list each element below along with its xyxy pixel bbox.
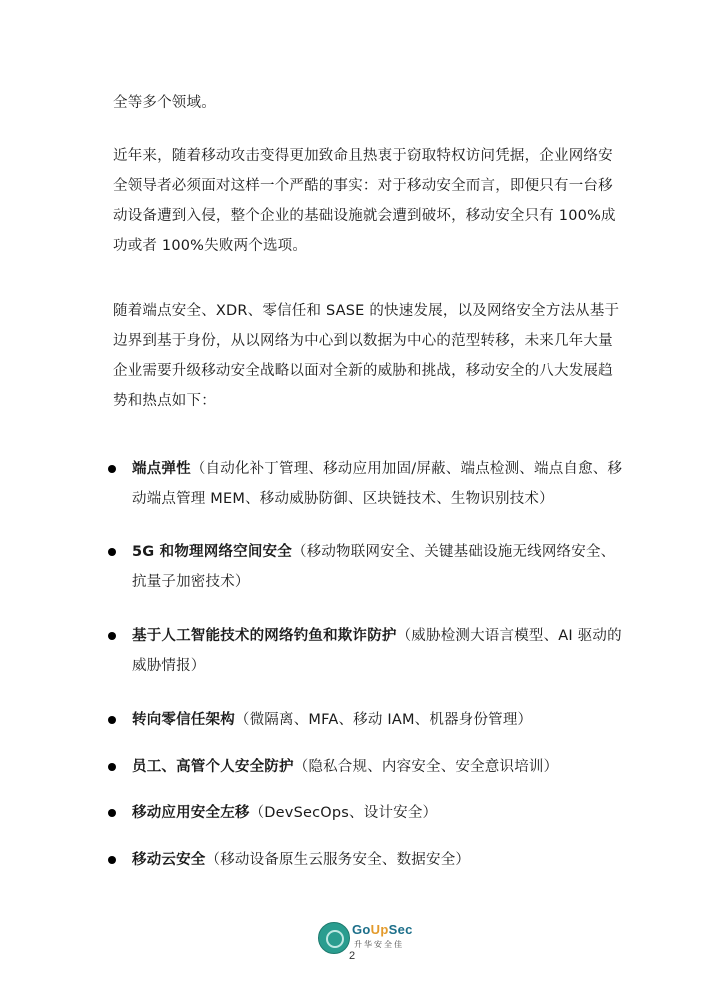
bullet-title: 员工、高管个人安全防护 (132, 759, 294, 775)
bullet-icon (108, 763, 116, 771)
text-line: 随着端点安全、XDR、零信任和 SASE 的快速发展，以及网络安全方法从基于 (113, 303, 620, 319)
seal-icon (318, 922, 350, 954)
list-item (113, 752, 613, 782)
paragraph-continuation (113, 88, 609, 118)
bullet-icon (108, 716, 116, 724)
text-line: 动设备遭到入侵，整个企业的基础设施就会遭到破坏，移动安全只有 100%成 (113, 208, 616, 224)
bullet-detail: （威胁检测大语言模型、AI 驱动的 (396, 628, 622, 644)
list-item (113, 537, 616, 597)
text-line: 全等多个领域。 (113, 95, 216, 111)
bullet-title: 基于人工智能技术的网络钓鱼和欺诈防护 (132, 628, 397, 644)
bullet-detail: （隐私合规、内容安全、安全意识培训） (293, 759, 559, 775)
text-line: 势和热点如下： (113, 393, 216, 409)
text-line: 边界到基于身份，从以网络为中心到以数据为中心的范型转移，未来几年大量 (113, 333, 613, 349)
bullet-title: 移动应用安全左移 (132, 805, 250, 821)
bullet-icon (108, 465, 116, 473)
bullet-title: 端点弹性 (132, 461, 191, 477)
bullet-title: 转向零信任架构 (132, 712, 235, 728)
bullet-detail-continued: 动端点管理 MEM、移动威胁防御、区块链技术、生物识别技术） (132, 491, 554, 507)
bullet-detail: （微隔离、MFA、移动 IAM、机器身份管理） (234, 712, 533, 728)
paragraph-trends-intro (113, 296, 620, 416)
logo-wordmark: GoUpSec (352, 922, 413, 937)
text-line: 功或者 100%失败两个选项。 (113, 238, 308, 254)
page-number: 2 (349, 950, 356, 962)
bullet-detail: （自动化补丁管理、移动应用加固/屏蔽、端点检测、端点自愈、移 (190, 461, 623, 477)
logo-subtitle: 升华安全佳 (354, 940, 404, 949)
bullet-title: 移动云安全 (132, 852, 206, 868)
goupsec-logo (318, 920, 413, 954)
text-line: 近年来，随着移动攻击变得更加致命且热衷于窃取特权访问凭据，企业网络安 (113, 148, 613, 164)
text-line: 全领导者必须面对这样一个严酷的事实：对于移动安全而言，即便只有一台移 (113, 178, 613, 194)
bullet-title: 5G 和物理网络空间安全 (132, 544, 292, 560)
bullet-detail-continued: 抗量子加密技术） (132, 574, 250, 590)
bullet-icon (108, 632, 116, 640)
text-line: 企业需要升级移动安全战略以面对全新的威胁和挑战，移动安全的八大发展趋 (113, 363, 613, 379)
bullet-detail: （移动设备原生云服务安全、数据安全） (205, 852, 471, 868)
list-item (113, 454, 623, 514)
list-item (113, 705, 613, 735)
bullet-icon (108, 809, 116, 817)
bullet-detail: （移动物联网安全、关键基础设施无线网络安全、 (291, 544, 616, 560)
list-item (113, 621, 622, 681)
bullet-detail-continued: 威胁情报） (132, 658, 206, 674)
list-item (113, 798, 613, 828)
bullet-icon (108, 856, 116, 864)
paragraph-mobile-attacks (113, 141, 616, 261)
bullet-icon (108, 548, 116, 556)
list-item (113, 845, 613, 875)
bullet-detail: （DevSecOps、设计安全） (249, 805, 438, 821)
